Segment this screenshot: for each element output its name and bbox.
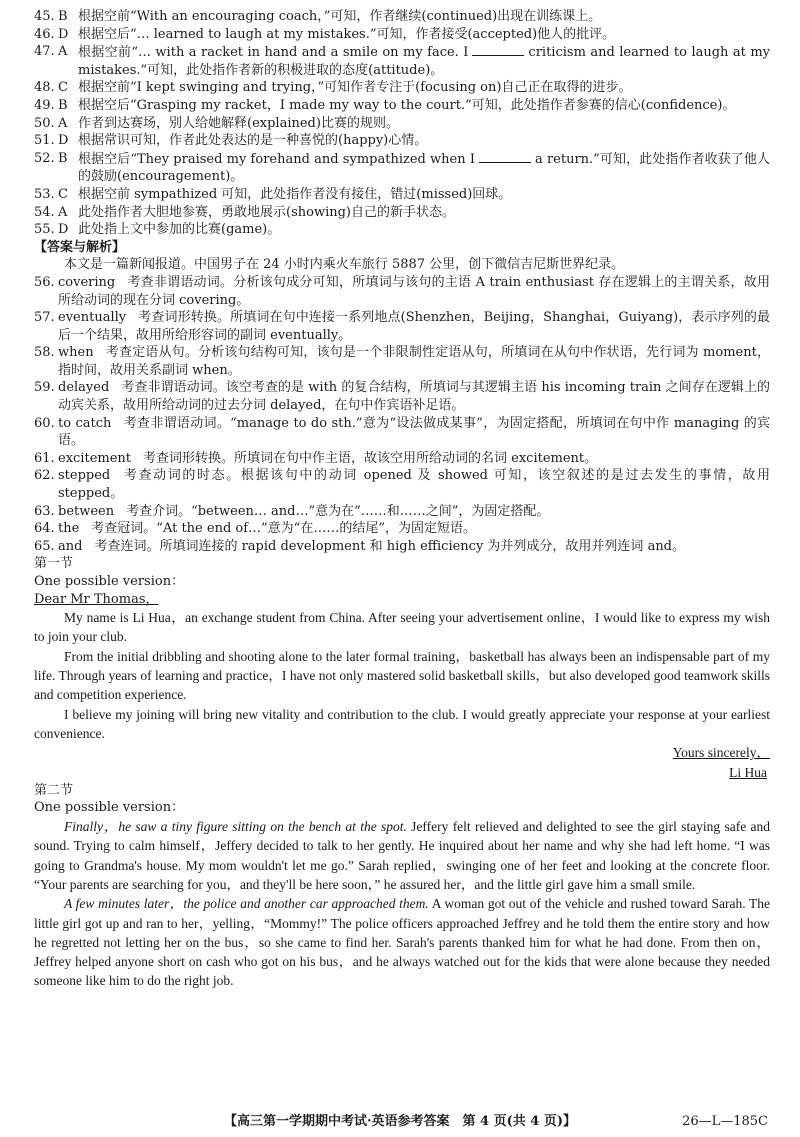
answer-word: delayed — [58, 380, 110, 396]
cloze-items-48-51 — [34, 79, 770, 149]
list-item — [34, 344, 770, 379]
passage-intro: 本文是一篇新闻报道。中国男子在 24 小时内乘火车旅行 5887 公里，创下微信吉尼斯世界纪录。 — [64, 257, 625, 273]
answer-word: the — [58, 521, 80, 537]
answer-text: 考查词形转换。所填词在句中连接一系列地点(Shenzhen，Beijing，Shanghai，Guiyang)，表示序列的最后一个结果，故用所给形容词的副词 eventually。 — [58, 310, 770, 343]
item-number: 62. — [34, 468, 55, 484]
text-before-blank: 根据空后“They praised my forehand and sympathized when I — [78, 151, 475, 167]
list-item — [34, 309, 770, 344]
item-explanation — [58, 309, 770, 344]
letter-paragraph: My name is Li Hua，an exchange student from China. After seeing your advertisement online，I would like to express my wish to join your club. — [34, 610, 770, 645]
item-explanation: 根据空后“Grasping my racket，I made my way to the court.”可知，此处指作者参赛的信心(confidence)。 — [78, 97, 736, 113]
list-item — [34, 115, 770, 133]
story-paragraph — [34, 894, 770, 990]
writing-section-2 — [34, 782, 770, 991]
item-number: 45. — [34, 9, 55, 24]
story-paragraph — [34, 817, 770, 894]
item-explanation: 作者到达赛场，别人给她解释(explained)比赛的规则。 — [78, 115, 399, 131]
footer-title: 【高三第一学期期中考试·英语参考答案 第 4 页(共 4 页)】 — [224, 1114, 577, 1129]
version-label: One possible version： — [34, 574, 185, 589]
letter-paragraph: From the initial dribbling and shooting alone to the later formal training，basketball has always been an indispensable part of my life. Through years of learning and practice，I have not only mastered solid basketball skills，but also developed good teamwork skills and competition experience. — [34, 648, 770, 703]
section-header: 【答案与解析】 — [34, 239, 126, 255]
item-number: 58. — [34, 345, 55, 361]
item-explanation — [58, 344, 770, 379]
list-item — [34, 97, 770, 115]
item-explanation: 根据空前 sympathized 可知，此处指作者没有接住，错过(missed)回球。 — [78, 186, 512, 202]
list-item — [34, 274, 770, 309]
item-number: 50. — [34, 115, 55, 131]
letter-paragraph: I believe my joining will bring new vitality and contribution to the club. I would greatly appreciate your response at your earliest convenience. — [34, 706, 770, 741]
section-title: 第一节 — [34, 556, 74, 572]
given-sentence: Finally，he saw a tiny figure sitting on the bench at the spot. — [64, 819, 407, 835]
list-item — [34, 132, 770, 150]
item-number: 47. — [34, 44, 55, 60]
list-item — [34, 450, 770, 468]
list-item-52 — [34, 150, 770, 186]
list-item — [34, 467, 770, 502]
list-item — [34, 26, 770, 44]
item-explanation — [58, 467, 770, 502]
section-title: 第二节 — [34, 782, 74, 798]
item-answer: D — [58, 133, 69, 149]
item-number: 59. — [34, 380, 55, 396]
answer-text: 考查词形转换。所填词在句中作主语，故该空用所给动词的名词 excitement。 — [143, 450, 598, 466]
fill-blank — [472, 43, 524, 56]
item-answer: C — [58, 80, 68, 96]
answer-word: covering — [58, 274, 116, 290]
list-item — [34, 379, 770, 414]
list-item-47 — [34, 43, 770, 79]
item-number: 52. — [34, 150, 55, 166]
given-sentence: A few minutes later，the police and another car approached them. — [64, 896, 429, 912]
item-explanation: 根据空前“I kept swinging and trying，”可知作者专注于(focusing on)自己正在取得的进步。 — [78, 80, 632, 96]
item-explanation: 此处指作者大胆地参赛，勇敢地展示(showing)自己的新手状态。 — [78, 204, 455, 220]
letter-closing: Yours sincerely， — [672, 745, 770, 761]
list-item — [34, 186, 770, 204]
answer-text: 考查动词的时态。根据该句中的动词 opened 及 showed 可知，该空叙述的是过去发生的事情，故用 stepped。 — [58, 468, 770, 502]
answer-word: eventually — [58, 310, 127, 326]
item-answer: C — [58, 186, 68, 202]
answer-text: 考查非谓语动词。“manage to do sth.”意为“设法做成某事”，为固定搭配，所填词在句中作 managing 的宾语。 — [58, 415, 771, 449]
item-answer: A — [58, 115, 68, 131]
answer-word: between — [58, 503, 115, 519]
list-item — [34, 79, 770, 97]
item-number: 65. — [34, 538, 55, 554]
item-explanation — [58, 503, 770, 521]
text-before-blank: 根据空前“… with a racket in hand and a smile on my face. I — [78, 45, 469, 61]
letter-salutation: Dear Mr Thomas， — [34, 591, 159, 607]
text-after-blank: criticism and learned to laugh at my mistakes.”可知，此处指作者新的积极进取的态度(attitude)。 — [78, 45, 770, 78]
cloze-items-53-55 — [34, 186, 770, 239]
list-item — [34, 538, 770, 556]
item-number: 54. — [34, 204, 55, 220]
answer-text: 考查非谓语动词。分析该句成分可知，所填词与该句的主语 A train enthusiast 存在逻辑上的主谓关系，故用所给动词的现在分词 covering。 — [58, 274, 770, 308]
item-explanation — [78, 43, 770, 79]
item-number: 55. — [34, 222, 55, 238]
list-item — [34, 415, 770, 450]
item-answer: A — [58, 204, 68, 220]
answer-word: stepped — [58, 468, 111, 484]
item-answer: D — [58, 222, 69, 238]
fill-blank — [479, 150, 531, 163]
list-item — [34, 503, 770, 521]
item-number: 61. — [34, 450, 55, 466]
answer-text: 考查冠词。“At the end of…”意为“在……的结尾”，为固定短语。 — [91, 521, 476, 537]
answer-word: when — [58, 345, 94, 361]
list-item — [34, 520, 770, 538]
answer-text: 考查连词。所填词连接的 rapid development 和 high efficiency 为并列成分，故用并列连词 and。 — [94, 538, 686, 554]
version-label: One possible version： — [34, 800, 185, 816]
item-explanation — [58, 450, 770, 468]
item-answer: A — [58, 44, 68, 60]
item-explanation — [58, 274, 770, 309]
list-item — [34, 221, 770, 239]
item-number: 60. — [34, 415, 55, 431]
answer-text: 考查非谓语动词。该空考查的是 with 的复合结构，所填词与其逻辑主语 his incoming train 之间存在逻辑上的动宾关系，故用所给动词的过去分词 delayed，在句中作宾语补足语。 — [58, 380, 770, 414]
item-answer: D — [58, 26, 69, 42]
item-explanation: 此处指上文中参加的比赛(game)。 — [78, 222, 281, 238]
writing-section-1 — [34, 555, 770, 781]
answer-word: to catch — [58, 415, 112, 431]
item-number: 53. — [34, 186, 55, 202]
item-answer: B — [58, 150, 68, 166]
item-number: 57. — [34, 310, 55, 326]
item-number: 46. — [34, 26, 55, 42]
item-explanation — [78, 150, 770, 186]
item-explanation — [58, 415, 770, 450]
item-number: 64. — [34, 521, 55, 537]
item-number: 56. — [34, 274, 55, 290]
item-explanation — [58, 379, 770, 414]
letter-signature: Li Hua — [729, 764, 767, 780]
list-item — [34, 204, 770, 222]
cloze-items-45-46 — [34, 8, 770, 43]
answer-word: and — [58, 538, 83, 554]
grammar-answers — [34, 274, 770, 556]
answer-word: excitement — [58, 450, 131, 466]
item-explanation — [58, 520, 770, 538]
story-text: A woman got out of the vehicle and rushed toward Sarah. The little girl got up and ran to her，yelling，“Mommy!” The police officers approached Jeffrey and he told them the entire story and how he regretted not letting her on the bus，so she came to find her. Sarah's parents thanked him for what he had done. From then on，Jeffrey helped anyone short on cash who got on his bus，and he always watched out for the kids that were alone because they needed someone like him to do the right job. — [34, 896, 770, 989]
answer-text: 考查介词。“between… and…”意为在“……和……之间”，为固定搭配。 — [126, 503, 550, 519]
item-number: 63. — [34, 503, 55, 519]
footer-code: 26—L—185C — [682, 1114, 768, 1129]
item-explanation: 根据常识可知，作者此处表达的是一种喜悦的(happy)心情。 — [78, 133, 428, 149]
story-text: Jeffery felt relieved and delighted to see the girl staying safe and sound. Trying to calm himself，Jeffery decided to talk to her gently. He inquired about her name and why she had left home. “I was going to Grandma's house. My mom wouldn't let me go.” Sarah replied，swinging one of her feet and looking at the concrete floor. “Your parents are searching for you，and they'll be here soon，” he assured her，and the little girl gave him a small smile. — [34, 819, 770, 892]
item-explanation — [58, 538, 770, 556]
item-answer: B — [58, 9, 68, 24]
answer-text: 考查定语从句。分析该句结构可知，该句是一个非限制性定语从句，所填词在从句中作状语，先行词为 moment，指时间，故用关系副词 when。 — [58, 345, 770, 378]
item-number: 51. — [34, 133, 55, 149]
item-answer: B — [58, 97, 68, 113]
item-explanation: 根据空后“… learned to laugh at my mistakes.”可知，作者接受(accepted)他人的批评。 — [78, 26, 616, 42]
item-explanation: 根据空前“With an encouraging coach，”可知，作者继续(continued)出现在训练课上。 — [78, 9, 602, 24]
item-number: 48. — [34, 80, 55, 96]
text-after-blank: a return.”可知，此处指作者收获了他人的鼓励(encouragement)。 — [78, 151, 770, 185]
item-number: 49. — [34, 97, 55, 113]
list-item — [34, 8, 770, 26]
